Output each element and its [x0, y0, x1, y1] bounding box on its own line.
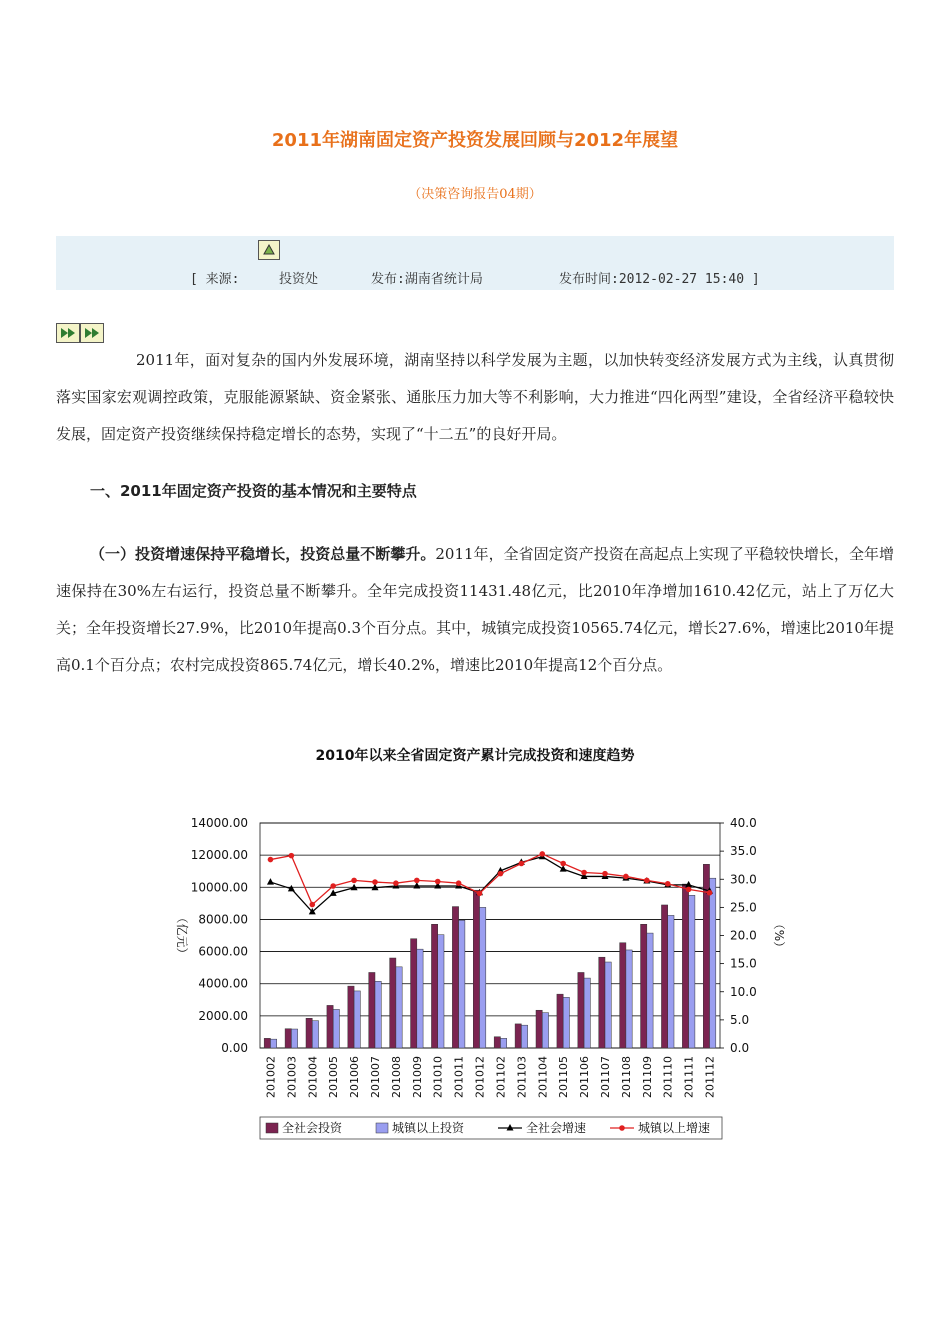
arrow-icon[interactable]	[80, 323, 104, 343]
bar-total	[578, 972, 584, 1048]
y-left-tick-label: 12000.00	[190, 848, 248, 863]
y-left-tick-label: 10000.00	[190, 880, 248, 895]
subsection-body: 2011年，全省固定资产投资在高起点上实现了平稳较快增长，全年增速保持在30%左右运行，投资总量不断攀升。全年完成投资11431.48亿元，比2010年净增加1610.42亿元，站上了万亿大关；全年投资增长27.9%，比2010年提高0.3个百分点。其中，城镇完成投资10565.74亿元，增长27.6%，增速比2010年提高0.1个百分点；农村完成投资865.74亿元，增长40.2%，增速比2010年提高12个百分点。	[56, 545, 894, 674]
y-right-tick-label: 10.0	[730, 984, 757, 999]
series-point	[623, 874, 629, 880]
subsection-heading: （一）投资增速保持平稳增长，投资总量不断攀升。	[90, 545, 436, 563]
bar-total	[369, 972, 375, 1048]
x-tick-label: 201109	[640, 1056, 654, 1098]
series-point	[644, 878, 650, 884]
x-tick-label: 201007	[369, 1056, 382, 1098]
bar-urban	[563, 997, 569, 1048]
series-point	[560, 861, 566, 867]
document-title: 2011年湖南固定资产投资发展回顾与2012年展望	[271, 130, 679, 151]
bar-urban	[500, 1038, 506, 1048]
bar-urban	[605, 962, 611, 1048]
bar-urban	[333, 1009, 339, 1048]
x-tick-label: 201108	[619, 1056, 633, 1098]
series-point	[289, 853, 295, 859]
bar-total	[682, 884, 688, 1048]
x-tick-label: 201012	[473, 1056, 487, 1098]
y-left-tick-label: 0.00	[221, 1041, 248, 1055]
series-point	[414, 878, 420, 884]
y-left-tick-label: 4000.00	[198, 976, 248, 991]
arrow-icon[interactable]	[56, 323, 80, 343]
legend-label: 城镇以上投资	[392, 1121, 465, 1135]
series-point	[519, 861, 525, 867]
x-tick-label: 201005	[327, 1056, 341, 1098]
legend-label: 城镇以上增速	[638, 1121, 711, 1135]
y-left-tick-label: 8000.00	[198, 912, 248, 927]
y-right-tick-label: 25.0	[730, 900, 757, 915]
document-icon	[258, 240, 280, 260]
y-left-axis-label: （亿元）	[175, 911, 189, 960]
bar-total	[348, 986, 354, 1048]
y-right-tick-label: 35.0	[730, 844, 757, 859]
y-right-axis-label: （%）	[772, 917, 786, 954]
x-tick-label: 201011	[452, 1056, 466, 1098]
bar-urban	[438, 935, 444, 1048]
bar-total	[620, 943, 626, 1048]
x-tick-label: 201103	[515, 1056, 529, 1098]
series-point	[686, 887, 692, 893]
section-heading: 一、2011年固定资产投资的基本情况和主要特点	[90, 482, 417, 500]
x-tick-label: 201102	[494, 1056, 508, 1098]
bar-urban	[668, 915, 674, 1048]
bar-urban	[375, 981, 381, 1048]
legend-swatch	[266, 1123, 278, 1133]
y-right-tick-label: 5.0	[730, 1012, 750, 1027]
bar-total	[390, 958, 396, 1048]
bar-total	[285, 1029, 291, 1048]
x-tick-label: 201004	[306, 1056, 320, 1098]
bar-urban	[417, 949, 423, 1048]
bar-total	[327, 1005, 333, 1048]
y-right-tick-label: 0.0	[730, 1041, 750, 1055]
bar-total	[536, 1010, 542, 1048]
section-paragraph	[56, 536, 894, 684]
x-tick-label: 201111	[682, 1056, 696, 1098]
series-point	[707, 890, 713, 896]
bar-total	[264, 1038, 270, 1048]
series-point	[309, 902, 315, 908]
series-point	[539, 851, 545, 857]
series-point	[435, 879, 441, 885]
series-point	[602, 871, 608, 877]
intro-paragraph: 2011年，面对复杂的国内外发展环境，湖南坚持以科学发展为主题，以加快转变经济发展方式为主线，认真贯彻落实国家宏观调控政策，克服能源紧缺、资金紧张、通胀压力加大等不利影响，大力推进“四化两型”建设，全省经济平稳较快发展，固定资产投资继续保持稳定增长的态势，实现了“十二五”的良好开局。	[56, 351, 894, 443]
bar-total	[515, 1024, 521, 1048]
x-tick-label: 201008	[389, 1056, 403, 1098]
x-tick-label: 201112	[703, 1056, 717, 1098]
bar-urban	[354, 991, 360, 1048]
legend-label: 全社会增速	[526, 1121, 587, 1135]
bar-urban	[710, 878, 716, 1048]
investment-chart	[160, 735, 790, 1145]
bar-total	[661, 905, 667, 1048]
bar-total	[306, 1018, 312, 1048]
y-right-tick-label: 20.0	[730, 928, 757, 943]
x-tick-label: 201106	[578, 1056, 592, 1098]
bar-total	[599, 957, 605, 1048]
bar-urban	[396, 967, 402, 1048]
y-left-tick-label: 14000.00	[190, 816, 248, 830]
legend-swatch	[376, 1123, 388, 1133]
bar-total	[557, 994, 563, 1048]
publish-time: 发布时间:2012-02-27 15:40 ]	[559, 272, 760, 287]
bar-urban	[480, 907, 486, 1048]
series-point	[330, 883, 336, 889]
info-bar	[56, 236, 894, 290]
publisher: 发布:湖南省统计局	[371, 272, 483, 287]
source-label: [ 来源:	[190, 272, 240, 287]
series-point	[477, 891, 483, 897]
legend-label: 全社会投资	[282, 1121, 343, 1135]
bar-urban	[689, 895, 695, 1048]
x-tick-label: 201002	[264, 1056, 278, 1098]
legend-marker	[619, 1125, 625, 1131]
chart-title: 2010年以来全省固定资产累计完成投资和速度趋势	[315, 748, 635, 764]
x-tick-label: 201110	[661, 1056, 675, 1098]
x-tick-label: 201003	[285, 1056, 299, 1098]
bar-urban	[521, 1025, 527, 1048]
bar-total	[641, 924, 647, 1048]
bar-urban	[584, 978, 590, 1048]
bar-urban	[312, 1021, 318, 1048]
y-left-tick-label: 2000.00	[198, 1008, 248, 1023]
series-point	[393, 880, 399, 886]
x-tick-label: 201105	[557, 1056, 571, 1098]
bar-urban	[626, 950, 632, 1048]
bar-total	[431, 924, 437, 1048]
x-tick-label: 201010	[431, 1056, 445, 1098]
series-point	[372, 879, 378, 885]
bar-total	[473, 890, 479, 1048]
x-tick-label: 201009	[410, 1056, 424, 1098]
x-tick-label: 201104	[536, 1056, 550, 1098]
y-left-tick-label: 6000.00	[198, 944, 248, 959]
x-tick-label: 201107	[599, 1056, 612, 1098]
bar-urban	[647, 933, 653, 1048]
series-point	[498, 871, 504, 877]
document-subtitle: （决策咨询报告04期）	[408, 187, 542, 202]
y-right-tick-label: 15.0	[730, 956, 757, 971]
series-point	[581, 870, 587, 876]
series-point	[268, 857, 274, 863]
series-point	[351, 878, 357, 884]
bar-total	[494, 1037, 500, 1048]
bar-urban	[291, 1029, 297, 1048]
bar-urban	[270, 1039, 276, 1048]
series-point	[456, 880, 462, 886]
bar-urban	[542, 1013, 548, 1048]
series-point	[665, 881, 671, 887]
source-value: 投资处	[279, 272, 319, 287]
y-right-tick-label: 30.0	[730, 872, 757, 887]
y-right-tick-label: 40.0	[730, 816, 757, 830]
bar-total	[452, 907, 458, 1048]
bar-total	[411, 939, 417, 1048]
bar-urban	[459, 920, 465, 1048]
x-tick-label: 201006	[348, 1056, 362, 1098]
